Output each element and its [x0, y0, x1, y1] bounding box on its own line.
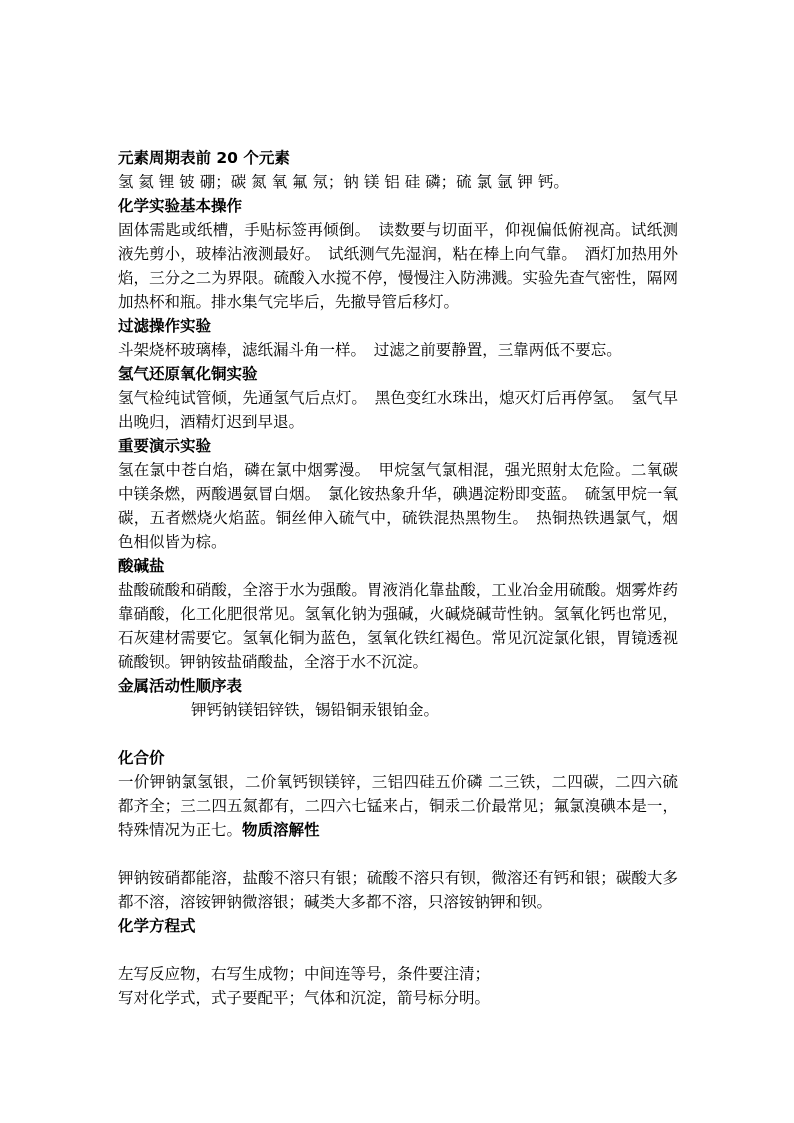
- section-title-lab-basics: 化学实验基本操作: [118, 197, 243, 215]
- valence-text: 一价钾钠氯氢银，二价氧钙钡镁锌，三铝四硅五价磷 二三铁，二四碳，二四六硫都齐全；三二四五氮都有，二四六七锰来占，铜汞二价最常见；氟氯溴碘本是一，特殊情况为正七。: [118, 773, 678, 839]
- section-title-solubility: 物质溶解性: [242, 821, 320, 839]
- section-title-filtration: 过滤操作实验: [118, 317, 212, 335]
- section-title-hydrogen-reduction: 氢气还原氧化铜实验: [118, 365, 258, 383]
- section-body-activity-series: 钾钙钠镁铝锌铁，锡铅铜汞银铂金。: [191, 701, 440, 719]
- section-body-demonstrations: 氢在氯中苍白焰，磷在氯中烟雾漫。 甲烷氢气氯相混，强光照射太危险。二氧碳中镁条燃，两酸遇氨冒白烟。 氯化铵热象升华，碘遇淀粉即变蓝。 硫氢甲烷一氧碳，五者燃烧火焰蓝。铜丝伸入硫气中，硫铁混热黑物生。 热铜热铁遇氯气，烟色相似皆为棕。: [118, 461, 678, 551]
- equations-line-1: 左写反应物，右写生成物；中间连等号，条件要注清；: [118, 965, 491, 983]
- section-body-hydrogen-reduction: 氢气检纯试管倾，先通氢气后点灯。 黑色变红水珠出，熄灭灯后再停氢。 氢气早出晚归，酒精灯迟到早退。: [118, 389, 678, 431]
- section-title-elements: 元素周期表前 20 个元素: [118, 149, 290, 167]
- section-title-valence: 化合价: [118, 749, 165, 767]
- spacer: [118, 938, 678, 962]
- spacer: [118, 722, 678, 746]
- section-title-demonstrations: 重要演示实验: [118, 437, 212, 455]
- section-body-lab-basics: 固体需匙或纸槽，手贴标签再倾倒。 读数要与切面平，仰视偏低俯视高。试纸测液先剪小，玻棒沾液测最好。 试纸测气先湿润，粘在棒上向气靠。 酒灯加热用外焰，三分之二为界限。硫酸入水搅不停，慢慢注入防沸溅。实验先查气密性，隔网加热杯和瓶。排水集气完毕后，先撤导管后移灯。: [118, 221, 678, 311]
- section-body-solubility: 钾钠铵硝都能溶，盐酸不溶只有银；硫酸不溶只有钡，微溶还有钙和银；碳酸大多都不溶，溶铵钾钠微溶银；碱类大多都不溶，只溶铵钠钾和钡。: [118, 869, 678, 911]
- equations-line-2: 写对化学式，式子要配平；气体和沉淀，箭号标分明。: [118, 989, 491, 1007]
- section-title-activity-series: 金属活动性顺序表: [118, 677, 243, 695]
- document-page: [118, 146, 678, 1010]
- section-title-acid-base-salt: 酸碱盐: [118, 557, 165, 575]
- spacer: [118, 842, 678, 866]
- section-body-acid-base-salt: 盐酸硫酸和硝酸，全溶于水为强酸。胃液消化靠盐酸，工业冶金用硫酸。烟雾炸药靠硝酸，化工化肥很常见。氢氧化钠为强碱，火碱烧碱苛性钠。氢氧化钙也常见，石灰建材需要它。氢氧化铜为蓝色，氢氧化铁红褐色。常见沉淀氯化银，胃镜透视硫酸钡。钾钠铵盐硝酸盐，全溶于水不沉淀。: [118, 581, 678, 671]
- section-title-equations: 化学方程式: [118, 917, 196, 935]
- section-body-valence: [118, 770, 678, 842]
- section-body-filtration: 斗架烧杯玻璃棒，滤纸漏斗角一样。 过滤之前要静置，三靠两低不要忘。: [118, 341, 622, 359]
- section-body-elements: 氢 氦 锂 铍 硼；碳 氮 氧 氟 氖；钠 镁 铝 硅 磷；硫 氯 氩 钾 钙。: [118, 173, 569, 191]
